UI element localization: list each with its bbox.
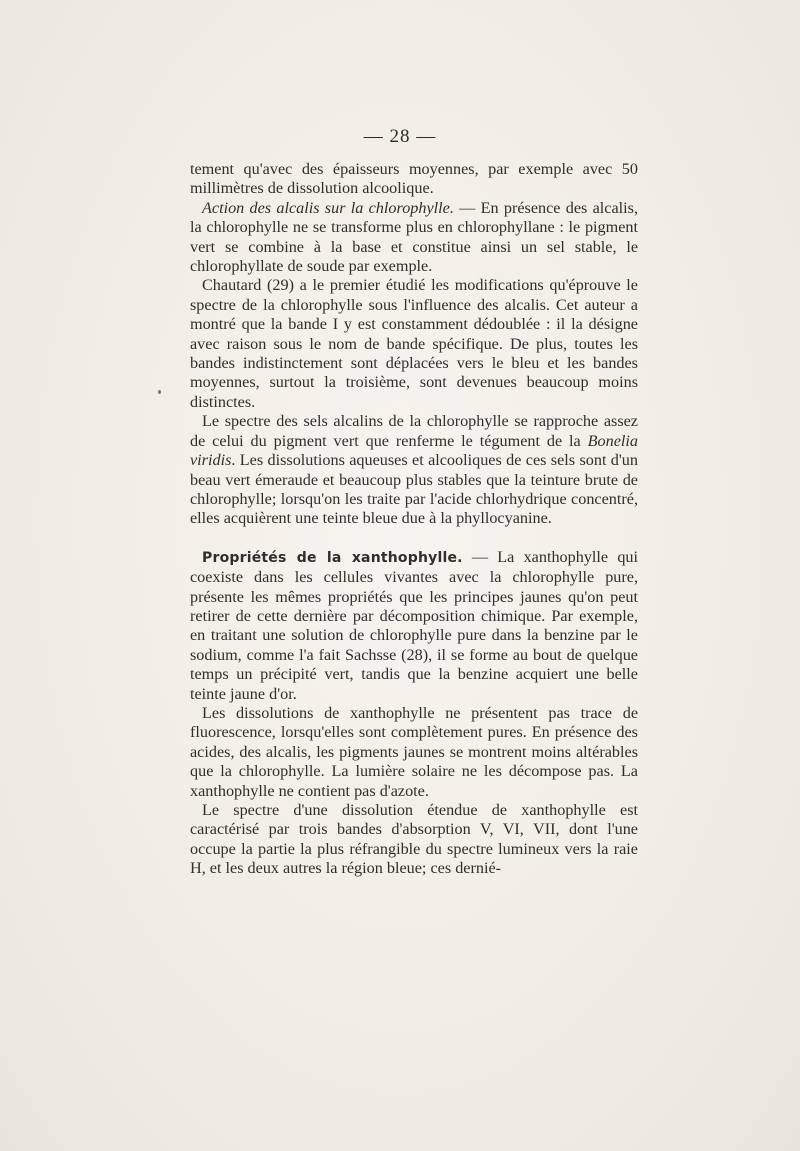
page-number: — 28 —: [363, 126, 437, 147]
paragraph-text: Les dissolutions de xanthophylle ne présentent pas trace de fluorescence, lorsqu'elles sont complètement pures. En présence des acides, des alcalis, les pigments jaunes se montrent moins altérables que la chlorophylle. La lumière solaire ne les décompose pas. La xanthophylle ne contient pas d'azote.: [190, 703, 638, 800]
paragraph-text: — En présence des alcalis, la chlorophylle ne se transforme plus en chlorophyllane : le pigment vert se combine à la base et constitue ainsi un sel stable, le chlorophyllate de soude par exemple.: [190, 198, 638, 276]
body-text: [190, 160, 638, 879]
paragraph-xanthophyll-spectrum: [190, 801, 638, 879]
ink-speck: [158, 390, 161, 394]
paragraph-xanthophyll-solutions: [190, 704, 638, 801]
paragraph-text: — La xanthophylle qui coexiste dans les cellules vivantes avec la chlorophylle pure, présente les mêmes propriétés que les principes jaunes qu'on peut retirer de cette dernière par décomposition chimique. Par exemple, en traitant une solution de chlorophylle pure dans la benzine par le sodium, comme l'a fait Sachsse (28), il se forme au bout de quelque temps un précipité vert, tandis que la benzine acquiert une belle teinte jaune d'or.: [190, 547, 639, 703]
paragraph-text: Le spectre d'une dissolution étendue de xanthophylle est caractérisé par trois bandes d'absorption V, VI, VII, dont l'une occupe la partie la plus réfrangible du spectre lumineux vers la raie H, et les deux autres la région bleue; ces dernié-: [190, 801, 638, 878]
paragraph-text: tement qu'avec des épaisseurs moyennes, par exemple avec 50 millimètres de dissolution alcoolique.: [190, 160, 638, 198]
paragraph-text: Le spectre des sels alcalins de la chlorophylle se rapproche assez de celui du pigment vert que renferme le tégument de la: [190, 412, 638, 450]
paragraph-alkaline-salts: [190, 412, 638, 528]
section-heading-alkali-action: Action des alcalis sur la chlorophylle.: [202, 198, 454, 217]
paragraph-xanthophyll-properties: [190, 548, 638, 704]
section-heading-xanthophyll: Propriétés de la xanthophylle.: [202, 549, 463, 566]
paragraph-text: Chautard (29) a le premier étudié les modifications qu'éprouve le spectre de la chlorophylle sous l'influence des alcalis. Cet auteur a montré que la bande I y est constamment dédoublée : il la désigne avec raison sous le nom de bande spécifique. De plus, toutes les bandes indistinctement sont déplacées vers le bleu et les bandes moyennes, surtout la troisième, sont devenues beaucoup moins distinctes.: [190, 276, 638, 411]
species-name: Bonelia viridis: [190, 431, 638, 470]
paragraph-continuation: [190, 160, 638, 199]
paragraph-alkali-action: [190, 199, 638, 277]
paragraph-text: . Les dissolutions aqueuses et alcooliques de ces sels sont d'un beau vert émeraude et beaucoup plus stables que la teinture brute de chlorophylle; lorsqu'on les traite par l'acide chlorhydrique concentré, elles acquièrent une teinte bleue due à la phyllocyanine.: [190, 451, 638, 528]
paragraph-chautard: [190, 276, 638, 412]
section-gap: [190, 529, 638, 548]
